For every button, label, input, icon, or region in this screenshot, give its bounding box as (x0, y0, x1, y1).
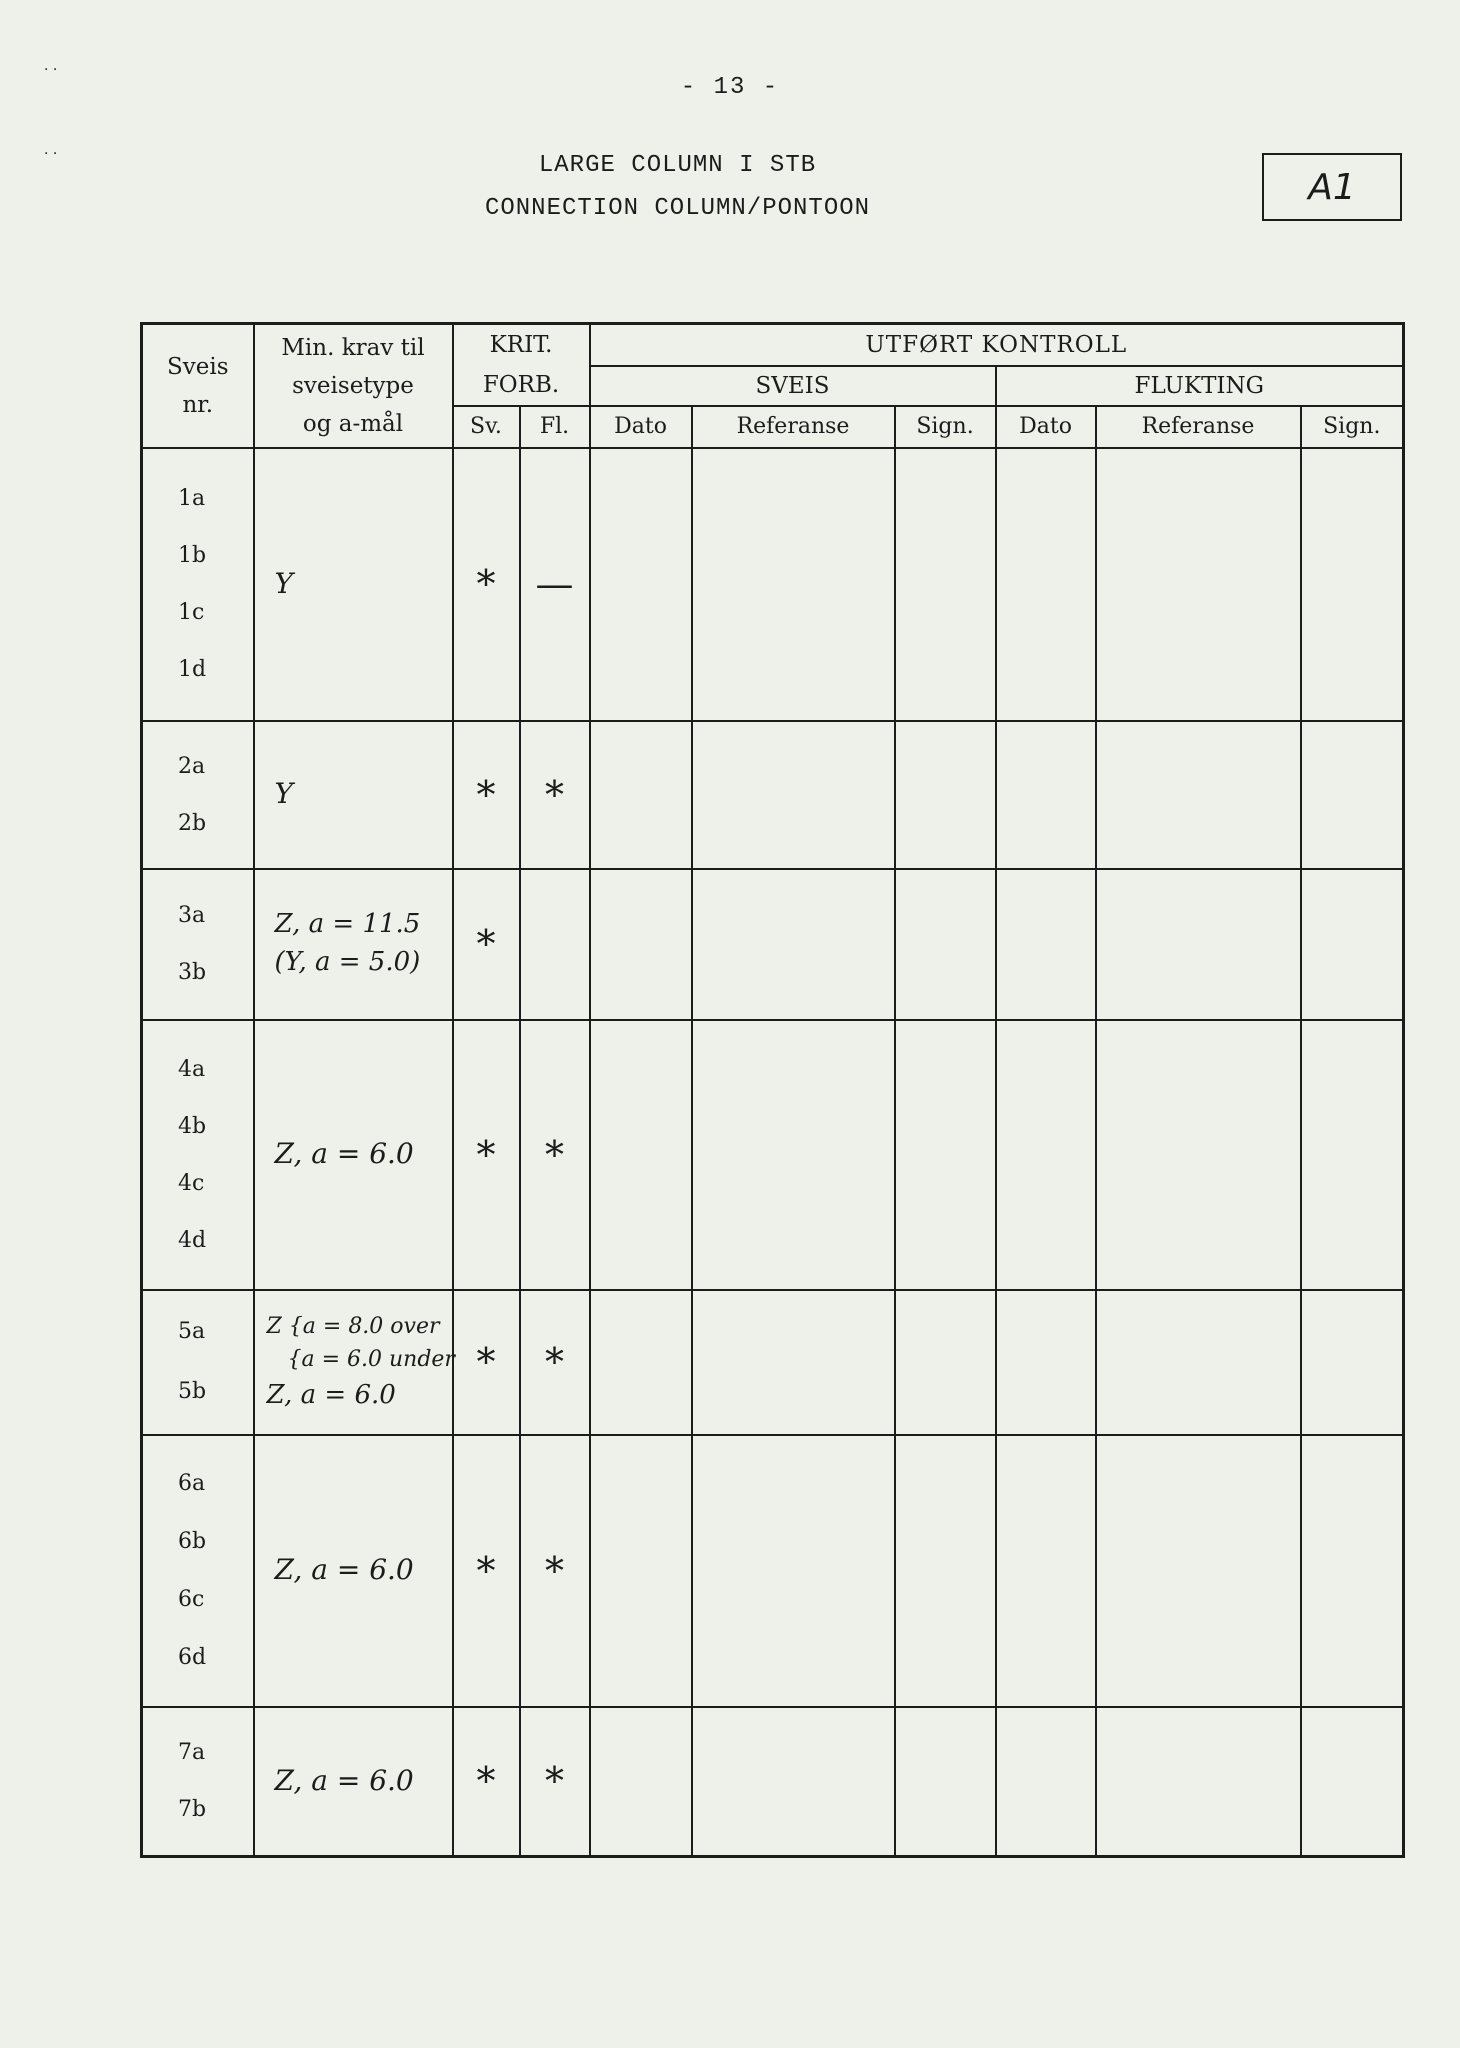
weld-id: 1c (178, 600, 205, 625)
header-flukting-group: FLUKTING (996, 366, 1404, 406)
header-flukting-sign: Sign. (1301, 406, 1404, 448)
scan-speck: · · (44, 62, 58, 78)
requirement-line: Y (274, 566, 293, 600)
crit-fl-mark: * (520, 1020, 590, 1290)
header-sv: Sv. (453, 406, 520, 448)
crit-fl-mark (520, 869, 590, 1020)
sveis-referanse-cell[interactable] (692, 869, 895, 1020)
sveis-dato-cell[interactable] (590, 869, 692, 1020)
weld-id: 7b (178, 1797, 207, 1823)
requirement-line: Z {a = 8.0 over (266, 1313, 440, 1339)
header-forb: FORB. (453, 366, 590, 406)
weld-id: 3a (178, 903, 206, 928)
sveis-sign-cell[interactable] (895, 721, 996, 869)
weld-id: 3b (178, 960, 207, 985)
sveis-referanse-cell[interactable] (692, 721, 895, 869)
sveis-dato-cell[interactable] (590, 448, 692, 721)
flukting-referanse-cell[interactable] (1096, 869, 1301, 1020)
crit-sv-mark: * (453, 1020, 520, 1290)
sveis-sign-cell[interactable] (895, 869, 996, 1020)
flukting-sign-cell[interactable] (1301, 1290, 1404, 1435)
weld-id: 4d (178, 1227, 207, 1253)
header-sveis-referanse: Referanse (692, 406, 895, 448)
weld-ids (142, 1020, 254, 1290)
table-row (142, 1435, 1404, 1707)
flukting-dato-cell[interactable] (996, 1435, 1096, 1707)
document-code-box: A1 (1262, 153, 1402, 221)
weld-id: 6b (178, 1528, 207, 1554)
crit-sv-mark: * (453, 448, 520, 721)
weld-id: 6c (178, 1586, 205, 1612)
weld-requirement (254, 1020, 453, 1290)
table-row (142, 1020, 1404, 1290)
weld-id: 2a (178, 753, 206, 779)
sveis-sign-cell[interactable] (895, 1290, 996, 1435)
weld-requirement (254, 1290, 453, 1435)
weld-ids (142, 1290, 254, 1435)
crit-sv-mark: * (453, 1435, 520, 1707)
weld-ids (142, 1435, 254, 1707)
requirement-line: Z, a = 11.5 (274, 909, 421, 940)
sveis-dato-cell[interactable] (590, 1290, 692, 1435)
weld-ids (142, 1707, 254, 1857)
header-nr: nr. (182, 391, 214, 418)
weld-id: 5a (178, 1319, 206, 1344)
crit-fl-mark: * (520, 1290, 590, 1435)
weld-control-table (140, 322, 1405, 1858)
flukting-dato-cell[interactable] (996, 721, 1096, 869)
requirement-line: Y (274, 777, 293, 811)
crit-sv-mark: * (453, 721, 520, 869)
flukting-sign-cell[interactable] (1301, 1707, 1404, 1857)
sveis-dato-cell[interactable] (590, 1435, 692, 1707)
header-sveis-group: SVEIS (590, 366, 996, 406)
weld-id: 7a (178, 1740, 206, 1766)
table-row (142, 1290, 1404, 1435)
scan-speck: · · (44, 146, 58, 162)
weld-requirement (254, 721, 453, 869)
table-row (142, 448, 1404, 721)
header-flukting-dato: Dato (996, 406, 1096, 448)
weld-ids (142, 448, 254, 721)
sveis-dato-cell[interactable] (590, 1707, 692, 1857)
flukting-referanse-cell[interactable] (1096, 721, 1301, 869)
crit-sv-mark: * (453, 869, 520, 1020)
document-title: LARGE COLUMN I STB (538, 152, 817, 179)
weld-id: 5b (178, 1379, 207, 1404)
table-row (142, 869, 1404, 1020)
weld-id: 1b (178, 543, 207, 568)
sveis-referanse-cell[interactable] (692, 1435, 895, 1707)
weld-requirement (254, 869, 453, 1020)
sveis-sign-cell[interactable] (895, 1707, 996, 1857)
header-krit: KRIT. (453, 324, 590, 366)
sveis-sign-cell[interactable] (895, 1020, 996, 1290)
header-min-krav-line1: Min. krav til (281, 334, 425, 361)
requirement-line: Z, a = 6.0 (266, 1379, 396, 1410)
flukting-sign-cell[interactable] (1301, 721, 1404, 869)
flukting-referanse-cell[interactable] (1096, 1290, 1301, 1435)
weld-id: 1d (178, 657, 207, 682)
sveis-dato-cell[interactable] (590, 1020, 692, 1290)
flukting-sign-cell[interactable] (1301, 448, 1404, 721)
flukting-sign-cell[interactable] (1301, 1435, 1404, 1707)
table-row (142, 721, 1404, 869)
header-min-krav (254, 324, 453, 448)
weld-id: 4c (178, 1170, 205, 1196)
sveis-referanse-cell[interactable] (692, 1707, 895, 1857)
header-sveis-nr (142, 324, 254, 448)
flukting-sign-cell[interactable] (1301, 869, 1404, 1020)
flukting-dato-cell[interactable] (996, 869, 1096, 1020)
flukting-referanse-cell[interactable] (1096, 448, 1301, 721)
crit-sv-mark: * (453, 1707, 520, 1857)
flukting-dato-cell[interactable] (996, 1290, 1096, 1435)
flukting-dato-cell[interactable] (996, 1707, 1096, 1857)
crit-fl-mark: * (520, 1707, 590, 1857)
header-sveis-dato: Dato (590, 406, 692, 448)
header-flukting-referanse: Referanse (1096, 406, 1301, 448)
requirement-line: {a = 6.0 under (266, 1346, 455, 1372)
flukting-dato-cell[interactable] (996, 448, 1096, 721)
header-fl: Fl. (520, 406, 590, 448)
sveis-dato-cell[interactable] (590, 721, 692, 869)
sveis-referanse-cell[interactable] (692, 448, 895, 721)
requirement-line: Z, a = 6.0 (274, 1553, 414, 1587)
requirement-line: (Y, a = 5.0) (274, 947, 421, 977)
weld-id: 6d (178, 1644, 207, 1670)
header-sveis-sign: Sign. (895, 406, 996, 448)
sveis-referanse-cell[interactable] (692, 1290, 895, 1435)
weld-id: 4a (178, 1056, 206, 1082)
header-utfort-kontroll: UTFØRT KONTROLL (590, 324, 1404, 366)
weld-ids (142, 869, 254, 1020)
page-number: - 13 - (680, 74, 780, 101)
weld-id: 2b (178, 810, 207, 836)
flukting-referanse-cell[interactable] (1096, 1435, 1301, 1707)
weld-id: 6a (178, 1470, 206, 1496)
crit-sv-mark: * (453, 1290, 520, 1435)
weld-requirement (254, 448, 453, 721)
requirement-line: Z, a = 6.0 (274, 1763, 414, 1797)
crit-fl-mark: — (520, 448, 590, 721)
flukting-sign-cell[interactable] (1301, 1020, 1404, 1290)
header-min-krav-line2: sveisetype (292, 372, 414, 399)
sveis-referanse-cell[interactable] (692, 1020, 895, 1290)
header-min-krav-line3: og a-mål (302, 410, 404, 437)
flukting-dato-cell[interactable] (996, 1020, 1096, 1290)
weld-id: 1a (178, 486, 206, 511)
flukting-referanse-cell[interactable] (1096, 1020, 1301, 1290)
flukting-referanse-cell[interactable] (1096, 1707, 1301, 1857)
weld-ids (142, 721, 254, 869)
crit-fl-mark: * (520, 1435, 590, 1707)
sveis-sign-cell[interactable] (895, 1435, 996, 1707)
weld-requirement (254, 1707, 453, 1857)
header-sveis: Sveis (166, 353, 229, 380)
sveis-sign-cell[interactable] (895, 448, 996, 721)
document-subtitle: CONNECTION COLUMN/PONTOON (484, 195, 871, 222)
weld-requirement (254, 1435, 453, 1707)
table-row (142, 1707, 1404, 1857)
weld-id: 4b (178, 1113, 207, 1139)
crit-fl-mark: * (520, 721, 590, 869)
requirement-line: Z, a = 6.0 (274, 1137, 414, 1171)
